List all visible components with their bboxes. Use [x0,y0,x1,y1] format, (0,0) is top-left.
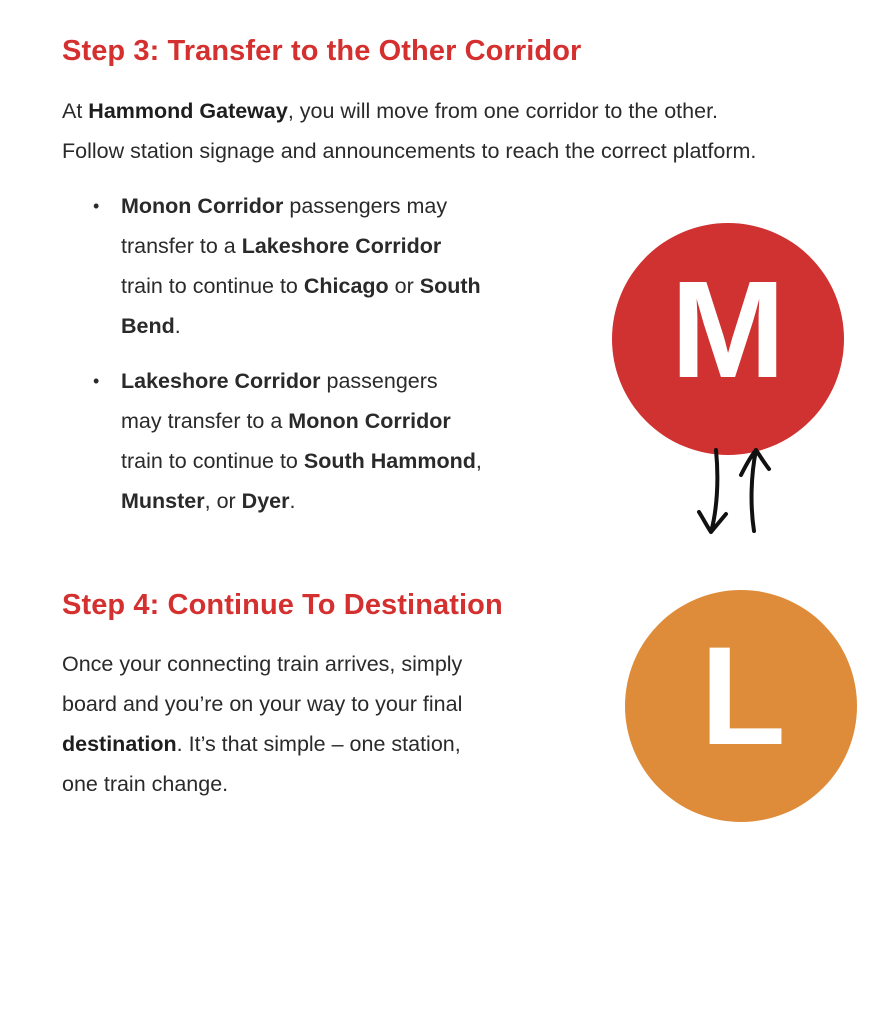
text-line [62,131,756,171]
text-line [121,481,482,521]
text-line [121,441,482,481]
bold-text: Chicago [303,274,389,298]
text: may transfer to a [121,409,289,433]
bullet-dot: • [93,371,100,391]
bold-text: Hammond Gateway [88,99,288,123]
bullet-monon [93,186,481,346]
text-line [121,361,482,401]
text: , you will move from one corridor to the other. [287,99,719,123]
text-line [62,644,462,684]
text: or [388,274,420,298]
text: . [289,489,296,513]
text-line [62,724,462,764]
text-line [62,684,462,724]
bold-text: Munster [121,489,205,513]
bold-text: Lakeshore Corridor [241,234,442,258]
bold-text: destination [62,732,177,756]
text: passengers may [283,194,448,218]
bold-text: Monon Corridor [121,194,284,218]
bold-text: South [419,274,481,298]
bold-text: South Hammond [303,449,476,473]
step4-heading: Step 4: Continue To Destination [62,589,503,621]
text: train to continue to [121,274,304,298]
arrow-down-icon [699,450,726,532]
bold-text: Bend [121,314,175,338]
bullet-text [121,186,481,346]
text-line [121,186,481,226]
text: , [475,449,482,473]
monon-badge [610,221,846,457]
bold-text: Dyer [241,489,290,513]
step3-heading: Step 3: Transfer to the Other Corridor [62,35,582,67]
text-line [62,764,462,804]
text: At [62,99,89,123]
bold-text: Lakeshore Corridor [121,369,321,393]
bold-text: Monon Corridor [288,409,451,433]
lakeshore-letter: L [700,617,786,774]
text: . It’s that simple – one station, [176,732,461,756]
text: transfer to a [121,234,242,258]
bidirectional-arrows-icon [690,440,780,540]
text: train to continue to [121,449,304,473]
step3-intro [62,91,756,171]
step4-body [62,644,462,804]
bullet-text [121,361,482,521]
text: . [174,314,181,338]
bullet-lakeshore [93,361,482,521]
text: , or [204,489,242,513]
text: passengers [320,369,438,393]
monon-letter: M [670,253,786,407]
arrow-up-icon [741,450,769,531]
text-line [121,306,481,346]
text-line [121,266,481,306]
text: one train change. [62,772,229,796]
text: Follow station signage and announcements to reach the correct platform. [62,139,757,163]
text-line [121,226,481,266]
text-line [62,91,756,131]
lakeshore-badge [624,589,860,825]
text-line [121,401,482,441]
text: Once your connecting train arrives, simply [62,652,463,676]
bullet-dot: • [93,196,100,216]
text: board and you’re on your way to your final [62,692,463,716]
